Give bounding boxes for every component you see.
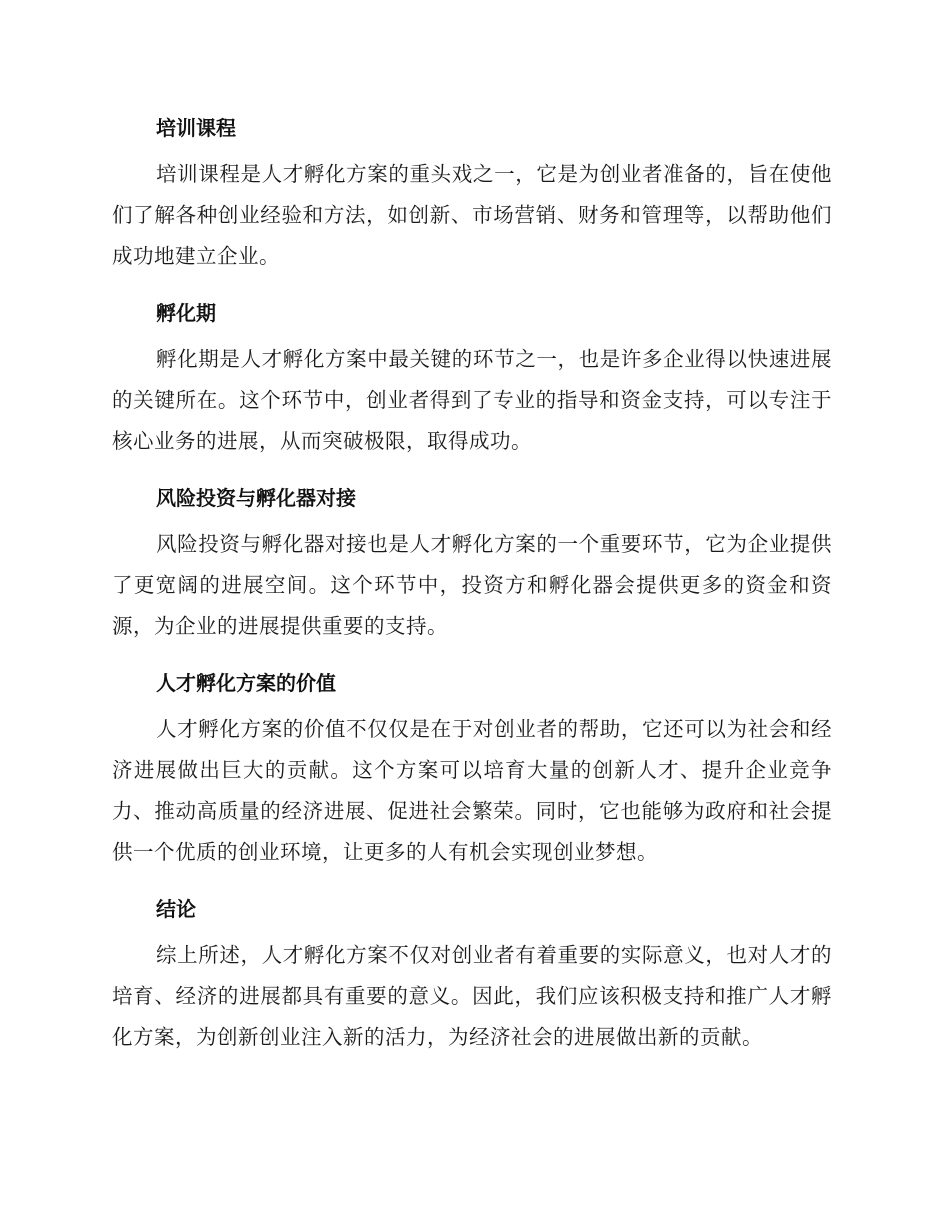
section-heading-value: 人才孵化方案的价值 <box>156 671 336 695</box>
section-heading-venture-capital: 风险投资与孵化器对接 <box>156 486 356 510</box>
section-heading-conclusion: 结论 <box>156 897 196 921</box>
section-body-incubation-period: 孵化期是人才孵化方案中最关键的环节之一，也是许多企业得以快速进展的关键所在。这个环节中，创业者得到了专业的指导和资金支持，可以专注于核心业务的进展，从而突破极限，取得成功。 <box>112 347 832 453</box>
section-body-venture-capital: 风险投资与孵化器对接也是人才孵化方案的一个重要环节，它为企业提供了更宽阔的进展空间。这个环节中，投资方和孵化器会提供更多的资金和资源，为企业的进展提供重要的支持。 <box>112 532 832 638</box>
document-content <box>112 102 832 1068</box>
section-body-training: 培训课程是人才孵化方案的重头戏之一，它是为创业者准备的，旨在使他们了解各种创业经验和方法，如创新、市场营销、财务和管理等，以帮助他们成功地建立企业。 <box>112 162 832 268</box>
section-body-value: 人才孵化方案的价值不仅仅是在于对创业者的帮助，它还可以为社会和经济进展做出巨大的贡献。这个方案可以培育大量的创新人才、提升企业竞争力、推动高质量的经济进展、促进社会繁荣。同时，它也能够为政府和社会提供一个优质的创业环境，让更多的人有机会实现创业梦想。 <box>112 717 832 864</box>
section-heading-incubation-period: 孵化期 <box>156 301 216 325</box>
section-body-conclusion: 综上所述，人才孵化方案不仅对创业者有着重要的实际意义，也对人才的培育、经济的进展都具有重要的意义。因此，我们应该积极支持和推广人才孵化方案，为创新创业注入新的活力，为经济社会的进展做出新的贡献。 <box>112 943 832 1049</box>
section-heading-training: 培训课程 <box>156 116 236 140</box>
